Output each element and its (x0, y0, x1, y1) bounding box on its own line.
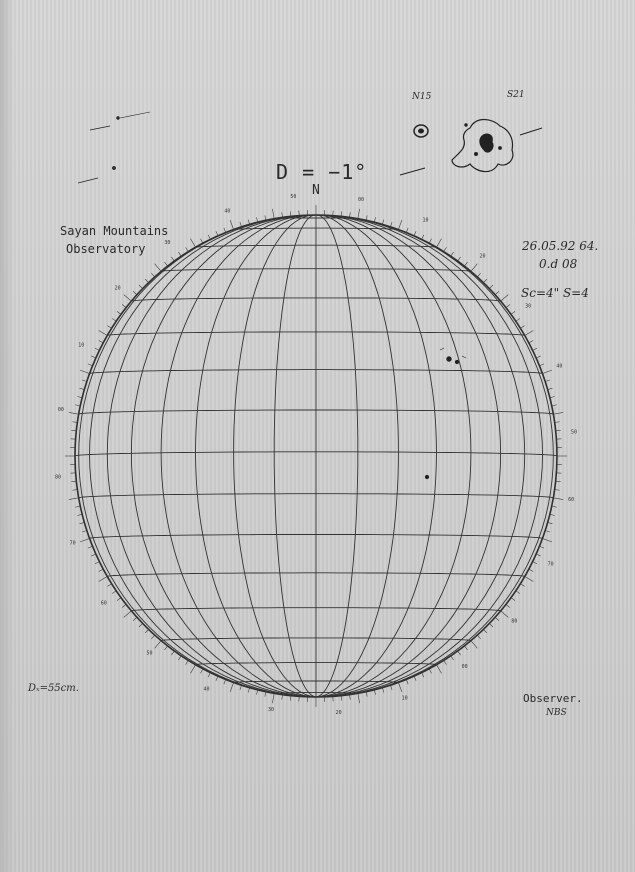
limb-tick (458, 651, 461, 655)
limb-tick (186, 660, 189, 664)
limb-tick (265, 692, 266, 697)
limb-tick (80, 370, 89, 373)
limb-tick (542, 538, 551, 541)
limb-tick (539, 364, 544, 366)
limb-tick-label: 20 (114, 285, 121, 292)
meridian-line (107, 215, 316, 697)
limb-tick (374, 690, 375, 695)
limb-tick (520, 584, 524, 587)
limb-tick (550, 396, 555, 397)
limb-tick (414, 231, 416, 236)
meridian-line (131, 215, 316, 697)
meridian-line (316, 215, 358, 697)
meridian-line (316, 215, 501, 697)
group-label-s21: S21 (507, 90, 525, 100)
limb-tick (112, 591, 116, 594)
limb-tick (82, 380, 87, 382)
limb-tick (414, 676, 416, 681)
limb-tick (69, 412, 79, 414)
limb-tick (390, 222, 392, 227)
limb-tick (133, 617, 137, 620)
limb-tick (99, 577, 108, 582)
observer-label: Observer. (523, 692, 583, 705)
meridian-line (316, 215, 398, 697)
limb-tick (525, 331, 534, 336)
limb-tick (539, 546, 544, 548)
limb-tick (358, 209, 360, 219)
observation-date: 26.05.92 64. (522, 239, 599, 253)
limb-tick (165, 646, 168, 650)
limb-tick-label: 00 (357, 196, 365, 203)
limb-tick-label: 40 (556, 363, 563, 370)
limb-tick (501, 295, 509, 301)
limb-tick (80, 388, 85, 389)
limb-tick (382, 688, 383, 693)
limb-tick (256, 690, 257, 695)
limb-tick (248, 688, 249, 693)
limb-tick (350, 212, 351, 217)
limb-tick (282, 695, 283, 700)
limb-tick (495, 617, 499, 620)
limb-tick-label: 50 (146, 650, 153, 657)
limb-tick (429, 669, 431, 673)
limb-tick (240, 685, 242, 690)
limb-tick (489, 285, 493, 288)
limb-tick (555, 422, 560, 423)
limb-tick (155, 264, 161, 272)
limb-tick-label: 10 (422, 217, 429, 224)
limb-tick (265, 215, 266, 220)
observation-time: 0.d 08 (539, 257, 578, 271)
meridian-line (316, 215, 553, 697)
observatory-name-line1: Sayan Mountains (60, 224, 169, 238)
limb-tick (145, 279, 148, 283)
limb-tick (117, 311, 121, 314)
limb-tick (429, 239, 431, 243)
limb-tick (178, 656, 181, 660)
limb-tick (230, 682, 233, 691)
limb-tick (91, 356, 96, 358)
limb-tick (80, 538, 89, 541)
limb-tick (506, 604, 510, 607)
limb-tick (545, 530, 550, 532)
limb-tick (477, 635, 480, 639)
limb-tick (178, 252, 181, 256)
limb-tick (139, 623, 143, 626)
limb-tick (516, 318, 520, 321)
limb-tick (458, 257, 461, 261)
limb-tick-label: 30 (267, 707, 275, 714)
limb-tick-label: 80 (511, 618, 518, 625)
limb-tick (72, 422, 77, 423)
limb-tick (437, 239, 442, 248)
limb-tick-label: 60 (568, 497, 575, 503)
limb-tick (124, 295, 132, 301)
limb-tick (398, 682, 401, 691)
declination-label: D = −1° (276, 160, 368, 184)
limb-tick (80, 522, 85, 523)
limb-tick (151, 273, 154, 277)
limb-tick (529, 341, 533, 343)
limb-tick (471, 264, 477, 272)
limb-tick (124, 611, 132, 617)
limb-tick (272, 693, 274, 703)
limb-tick (107, 326, 111, 329)
meridian-line (90, 215, 317, 697)
north-marker: N (312, 183, 320, 198)
limb-tick-label: 50 (570, 429, 578, 436)
meridian-line (316, 215, 543, 697)
limb-tick (548, 388, 553, 389)
limb-tick (406, 679, 408, 684)
limb-tick (248, 220, 249, 225)
limb-tick (374, 217, 375, 222)
limb-tick (224, 228, 226, 233)
limb-tick-label: 50 (290, 194, 297, 200)
limb-tick-label: 30 (525, 303, 532, 310)
limb-tick (72, 490, 77, 491)
limb-tick (117, 598, 121, 601)
limb-tick (552, 506, 557, 507)
limb-tick-label: 70 (547, 561, 554, 568)
limb-tick-label: 40 (203, 686, 210, 693)
limb-tick (145, 629, 148, 633)
limb-tick (216, 231, 218, 236)
limb-tick (533, 348, 537, 350)
limb-tick (545, 380, 550, 382)
limb-tick (489, 623, 493, 626)
limb-tick (165, 262, 168, 266)
limb-tick (186, 247, 189, 251)
meridian-line (316, 215, 525, 697)
limb-tick (139, 285, 143, 288)
limb-tick (191, 665, 196, 674)
observatory-name-line2: Observatory (66, 242, 146, 256)
limb-tick (112, 318, 116, 321)
limb-tick (444, 660, 447, 664)
limb-tick (506, 305, 510, 308)
limb-tick (358, 693, 360, 703)
limb-tick (536, 554, 541, 556)
limb-tick (501, 611, 509, 617)
limb-tick (75, 506, 80, 507)
limb-tick (133, 291, 137, 294)
limb-tick (444, 247, 447, 251)
limb-tick (533, 562, 537, 564)
limb-tick (282, 212, 283, 217)
limb-tick (88, 546, 93, 548)
limb-tick-label: 80 (54, 474, 62, 481)
meridian-line (234, 215, 316, 697)
limb-tick (366, 692, 367, 697)
limb-tick (82, 530, 87, 532)
limb-tick (208, 235, 210, 239)
limb-tick-label: 10 (401, 695, 408, 702)
limb-tick-label: 30 (164, 239, 171, 246)
limb-tick (555, 490, 560, 491)
limb-tick (553, 412, 563, 414)
limb-tick (477, 273, 480, 277)
limb-tick (536, 356, 541, 358)
group-label-n15: N15 (412, 92, 432, 102)
limb-tick-label: 20 (479, 253, 486, 260)
limb-tick (171, 257, 174, 261)
limb-tick (511, 598, 515, 601)
limb-tick (422, 673, 424, 677)
limb-tick (88, 364, 93, 366)
limb-tick (151, 635, 154, 639)
limb-tick-label: 00 (57, 407, 64, 413)
limb-tick (542, 370, 551, 373)
telescope-diameter: Dₓ=55cm. (28, 683, 79, 694)
limb-tick (91, 554, 96, 556)
limb-tick-label: 20 (335, 710, 342, 716)
limb-tick-label: 10 (78, 342, 85, 349)
limb-tick (529, 569, 533, 571)
limb-tick (201, 239, 203, 243)
limb-tick (350, 695, 351, 700)
limb-tick (99, 569, 103, 571)
limb-tick (191, 239, 196, 248)
limb-tick (272, 209, 274, 219)
limb-tick (516, 591, 520, 594)
limb-tick (201, 669, 203, 673)
limb-tick (75, 405, 80, 406)
limb-tick (495, 291, 499, 294)
limb-tick-label: 60 (100, 600, 107, 607)
limb-tick (122, 604, 126, 607)
limb-tick-label: 40 (224, 208, 231, 215)
limb-tick (107, 584, 111, 587)
limb-tick (230, 220, 233, 229)
limb-tick (99, 341, 103, 343)
limb-tick (464, 646, 467, 650)
meridian-line (274, 215, 316, 697)
limb-tick-label: 70 (69, 540, 76, 547)
limb-tick (122, 305, 126, 308)
limb-tick (77, 514, 82, 515)
limb-tick (171, 651, 174, 655)
limb-tick (77, 396, 82, 397)
limb-tick (390, 685, 392, 690)
limb-tick (382, 220, 383, 225)
limb-tick (451, 656, 454, 660)
meridian-line (316, 215, 471, 697)
limb-tick (483, 279, 486, 283)
limb-tick (451, 252, 454, 256)
limb-tick (437, 665, 442, 674)
limb-tick (240, 222, 242, 227)
limb-tick (552, 405, 557, 406)
limb-tick (520, 326, 524, 329)
seeing-conditions: Sc=4" S=4 (521, 286, 589, 300)
limb-tick (464, 262, 467, 266)
limb-tick (553, 498, 563, 500)
limb-tick (256, 217, 257, 222)
limb-tick (471, 641, 477, 649)
limb-tick-label: 00 (461, 664, 468, 671)
limb-tick (99, 331, 108, 336)
limb-tick (366, 215, 367, 220)
limb-tick (548, 522, 553, 523)
limb-tick (483, 629, 486, 633)
limb-tick (525, 577, 534, 582)
limb-tick (216, 676, 218, 681)
observer-initials: NBS (546, 708, 567, 718)
limb-tick (155, 641, 161, 649)
limb-tick (95, 348, 99, 350)
limb-tick (398, 220, 401, 229)
sunspot-on-disk (425, 348, 466, 479)
limb-tick (69, 498, 79, 500)
limb-tick (208, 673, 210, 677)
limb-tick (550, 514, 555, 515)
limb-tick (422, 235, 424, 239)
limb-tick (95, 562, 99, 564)
limb-tick (511, 311, 515, 314)
limb-tick (224, 679, 226, 684)
meridian-line (161, 215, 316, 697)
limb-tick (406, 228, 408, 233)
